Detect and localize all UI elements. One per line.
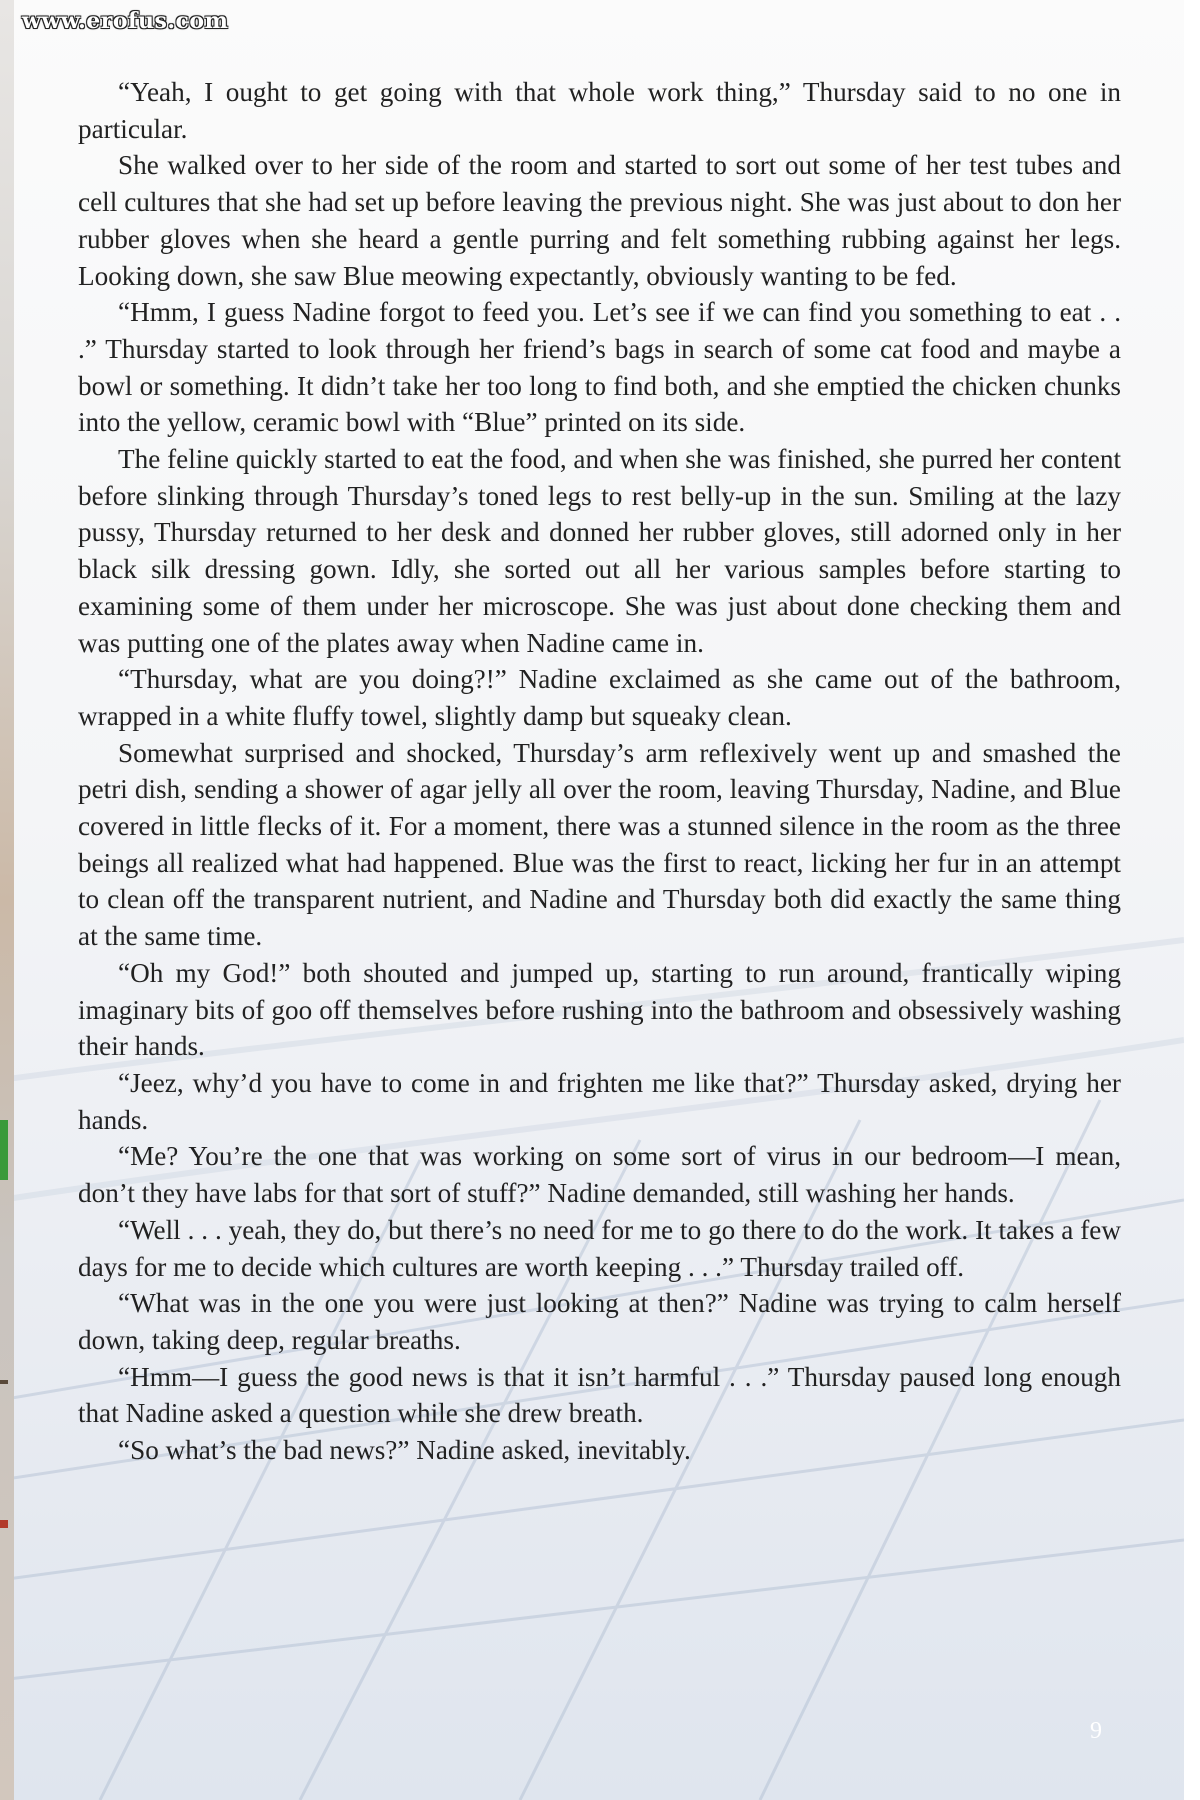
paragraph: Somewhat surprised and shocked, Thursday’s arm reflexively went up and smashed the petri dish, sending a shower of agar jelly all over the room, leaving Thursday, Nadine, and Blue covered in little flecks of it. For a moment, there was a stunned silence in the room as the three beings all realized what had happened. Blue was the first to react, licking her fur in an attempt to clean off the transparent nutrient, and Nadine and Thursday both did exactly the same thing at the same time. [78, 737, 1121, 952]
paragraph: “Well . . . yeah, they do, but there’s no need for me to go there to do the work. It takes a few days for me to decide which cultures are worth keeping . . .” Thursday trailed off. [78, 1214, 1121, 1282]
paragraph: “Yeah, I ought to get going with that whole work thing,” Thursday said to no one in particular. [78, 77, 1121, 144]
paragraph: “What was in the one you were just looking at then?” Nadine was trying to calm herself down, taking deep, regular breaths. [78, 1288, 1121, 1355]
paragraph: She walked over to her side of the room and started to sort out some of her test tubes and cell cultures that she had set up before leaving the previous night. She was just about to don her rubber gloves when she heard a gentle purring and felt something rubbing against her legs. Looking down, she saw Blue meowing expectantly, obviously wanting to be fed. [78, 150, 1121, 291]
page-number: 9 [1090, 1718, 1102, 1744]
right-page-margin [1184, 0, 1200, 1800]
green-accent [0, 1120, 8, 1180]
paragraph: “Jeez, why’d you have to come in and frighten me like that?” Thursday asked, drying her hands. [78, 1067, 1121, 1135]
paragraph: The feline quickly started to eat the food, and when she was finished, she purred her content before slinking through Thursday’s toned legs to rest belly-up in the sun. Smiling at the lazy pussy, Thursday returned to her desk and donned her rubber gloves, still adorned only in her black silk dressing gown. Idly, she sorted out all her various samples before starting to examining some of them under her microscope. She was just about done checking them and was putting one of the plates away when Nadine came in. [78, 444, 1121, 658]
paragraph: “Thursday, what are you doing?!” Nadine exclaimed as she came out of the bathroom, wrapped in a white fluffy towel, slightly damp but squeaky clean. [78, 664, 1121, 731]
paragraph: “Hmm, I guess Nadine forgot to feed you. Let’s see if we can find you something to eat . . .” Thursday started to look through her friend’s bags in search of some cat food and maybe a bowl or something. It didn’t take her too long to find both, and she emptied the chicken chunks into the yellow, ceramic bowl with “Blue” printed on its side. [78, 297, 1121, 438]
story-text [78, 74, 1121, 1469]
dark-accent [0, 1380, 8, 1384]
left-illustration-strip [0, 0, 14, 1800]
paragraph: “So what’s the bad news?” Nadine asked, inevitably. [118, 1435, 691, 1466]
red-accent [0, 1520, 8, 1528]
paragraph: “Oh my God!” both shouted and jumped up, starting to run around, frantically wiping imaginary bits of goo off themselves before rushing into the bathroom and obsessively washing their hands. [78, 957, 1121, 1062]
paragraph: “Hmm—I guess the good news is that it isn’t harmful . . .” Thursday paused long enough that Nadine asked a question while she drew breath. [78, 1361, 1121, 1429]
watermark-text: www.erofus.com [22, 8, 229, 34]
paragraph: “Me? You’re the one that was working on some sort of virus in our bedroom—I mean, don’t they have labs for that sort of stuff?” Nadine demanded, still washing her hands. [78, 1141, 1121, 1209]
